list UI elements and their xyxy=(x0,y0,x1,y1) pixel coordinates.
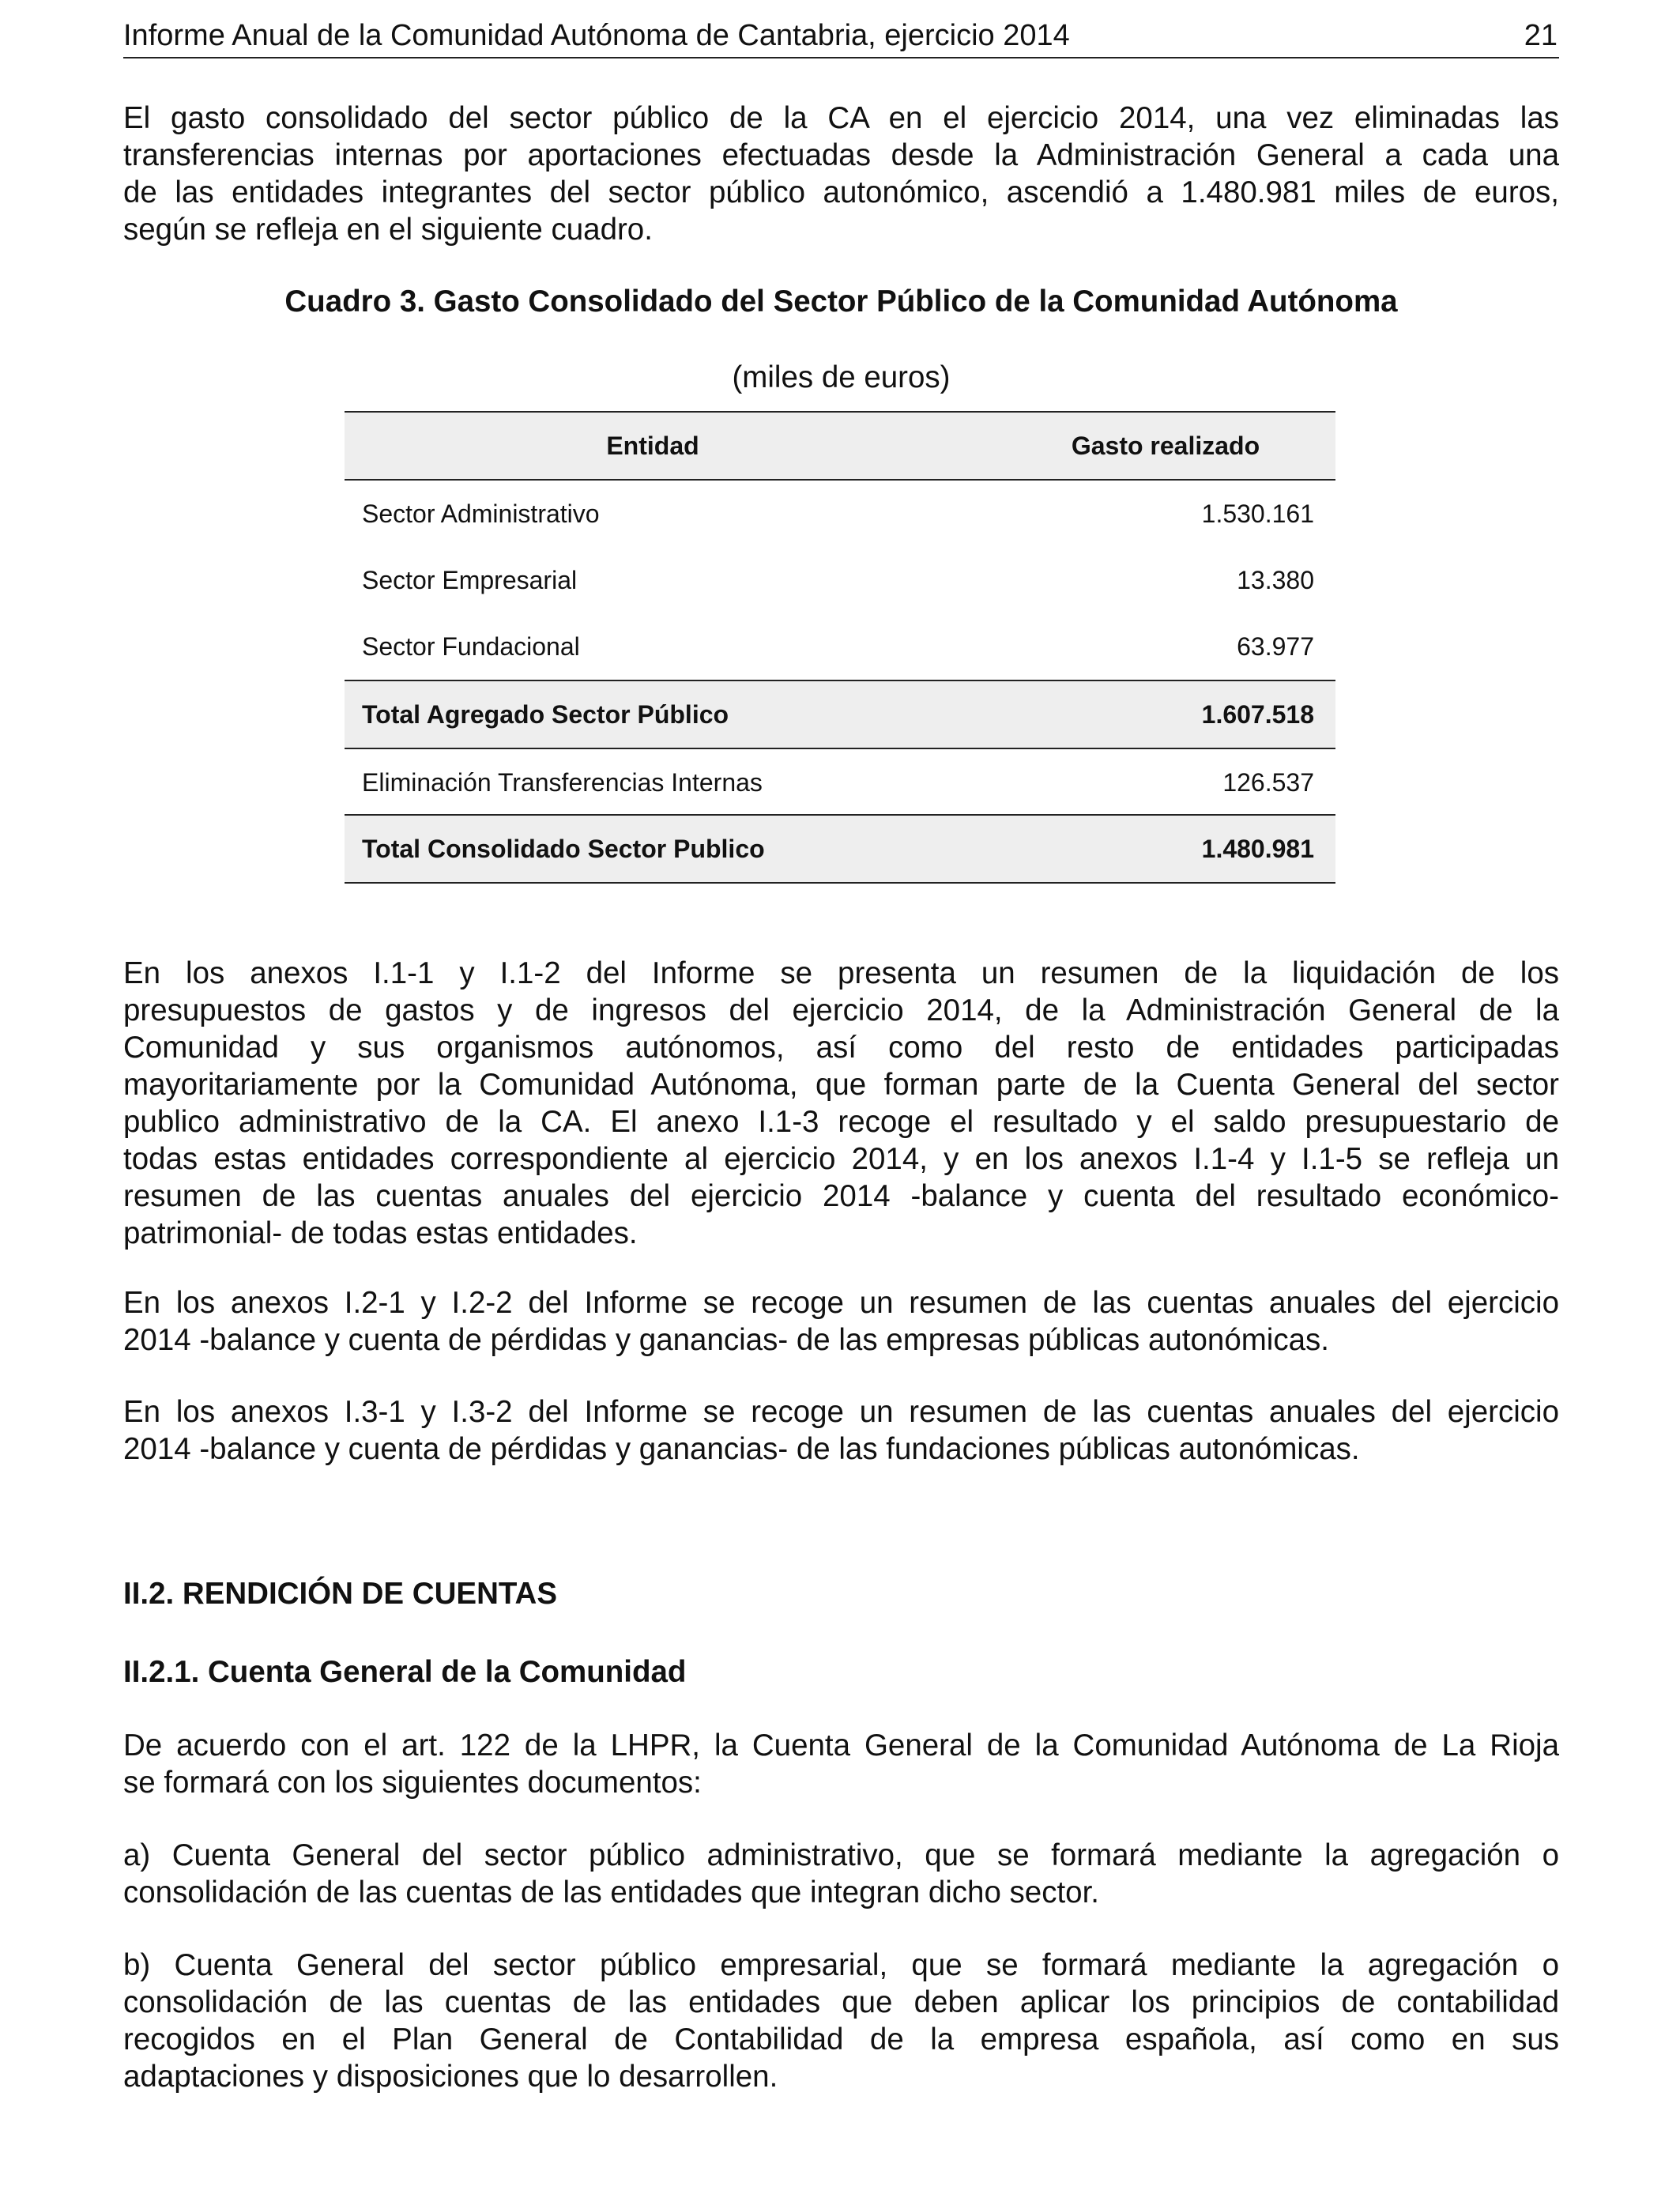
row-value: 63.977 xyxy=(1237,632,1314,661)
text-line: En los anexos I.2-1 y I.2-2 del Informe se recoge un resumen de las cuentas anuales del ejercicio xyxy=(123,1286,1559,1320)
row-value: 13.380 xyxy=(1237,566,1314,594)
running-header xyxy=(123,14,1559,58)
row-entity: Eliminación Transferencias Internas xyxy=(362,768,763,797)
text-line: 2014 -balance y cuenta de pérdidas y ganancias- de las empresas públicas autonómicas. xyxy=(123,1323,1329,1357)
subsection-heading: II.2.1. Cuenta General de la Comunidad xyxy=(123,1655,687,1689)
text-line: adaptaciones y disposiciones que lo desarrollen. xyxy=(123,2060,778,2094)
header-expense: Gasto realizado xyxy=(1071,432,1260,460)
row-value: 1.480.981 xyxy=(1201,835,1314,863)
text-line: El gasto consolidado del sector público de la CA en el ejercicio 2014, una vez eliminadas las xyxy=(123,101,1559,135)
text-line: publico administrativo de la CA. El anexo I.1-3 recoge el resultado y el saldo presupuestario de xyxy=(123,1105,1559,1139)
table-units: (miles de euros) xyxy=(732,360,951,394)
row-entity: Total Agregado Sector Público xyxy=(362,700,729,729)
section-heading: II.2. RENDICIÓN DE CUENTAS xyxy=(123,1577,558,1611)
row-value: 1.530.161 xyxy=(1201,499,1314,528)
text-line: consolidación de las cuentas de las entidades que deben aplicar los principios de contabilidad xyxy=(123,1985,1559,2019)
text-line: mayoritariamente por la Comunidad Autónoma, que forman parte de la Cuenta General del sector xyxy=(123,1068,1559,1102)
item-b-paragraph xyxy=(123,1947,1559,2095)
total-aggregate-row xyxy=(345,680,1335,749)
text-line: todas estas entidades correspondiente al ejercicio 2014, y en los anexos I.1-4 y I.1-5 se refleja un xyxy=(123,1142,1559,1176)
report-title: Informe Anual de la Comunidad Autónoma de Cantabria, ejercicio 2014 xyxy=(123,19,1070,52)
row-value: 1.607.518 xyxy=(1201,700,1314,729)
text-line: a) Cuenta General del sector público administrativo, que se formará mediante la agregación o xyxy=(123,1838,1559,1872)
text-line: según se refleja en el siguiente cuadro. xyxy=(123,213,653,247)
text-line: En los anexos I.3-1 y I.3-2 del Informe se recoge un resumen de las cuentas anuales del ejercicio xyxy=(123,1395,1559,1429)
text-line: resumen de las cuentas anuales del ejercicio 2014 -balance y cuenta del resultado económico- xyxy=(123,1179,1559,1213)
item-a-paragraph xyxy=(123,1837,1559,1911)
expense-table xyxy=(345,411,1335,884)
text-line: patrimonial- de todas estas entidades. xyxy=(123,1216,638,1250)
text-line: Comunidad y sus organismos autónomos, así como del resto de entidades participadas xyxy=(123,1031,1559,1065)
intro-paragraph xyxy=(123,100,1559,248)
page-number: 21 xyxy=(1524,19,1558,52)
law-paragraph xyxy=(123,1727,1559,1801)
row-value: 126.537 xyxy=(1222,768,1314,797)
elimination-row xyxy=(345,749,1335,814)
annex-paragraph-3 xyxy=(123,1393,1559,1468)
annex-paragraph-1 xyxy=(123,955,1559,1252)
table-row xyxy=(345,481,1335,547)
text-line: consolidación de las cuentas de las entidades que integran dicho sector. xyxy=(123,1875,1099,1909)
text-line: se formará con los siguientes documentos: xyxy=(123,1766,702,1800)
annex-paragraph-2 xyxy=(123,1284,1559,1359)
header-entity: Entidad xyxy=(606,432,699,460)
text-line: 2014 -balance y cuenta de pérdidas y ganancias- de las fundaciones públicas autonómicas. xyxy=(123,1432,1360,1466)
table-row xyxy=(345,547,1335,613)
text-line: De acuerdo con el art. 122 de la LHPR, la Cuenta General de la Comunidad Autónoma de La Rioja xyxy=(123,1728,1559,1762)
text-line: presupuestos de gastos y de ingresos del ejercicio 2014, de la Administración General de la xyxy=(123,993,1559,1027)
text-line: de las entidades integrantes del sector público autonómico, ascendió a 1.480.981 miles de euros, xyxy=(123,175,1559,209)
row-entity: Sector Fundacional xyxy=(362,632,580,661)
total-consolidated-row xyxy=(345,814,1335,884)
table-caption: Cuadro 3. Gasto Consolidado del Sector Público de la Comunidad Autónoma xyxy=(284,285,1398,319)
row-entity: Sector Empresarial xyxy=(362,566,578,594)
text-line: En los anexos I.1-1 y I.1-2 del Informe se presenta un resumen de la liquidación de los xyxy=(123,956,1559,990)
row-entity: Total Consolidado Sector Publico xyxy=(362,835,765,863)
table-header-row xyxy=(345,411,1335,481)
text-line: recogidos en el Plan General de Contabilidad de la empresa española, así como en sus xyxy=(123,2022,1559,2056)
table-row xyxy=(345,613,1335,680)
text-line: transferencias internas por aportaciones efectuadas desde la Administración General a cada una xyxy=(123,138,1559,172)
row-entity: Sector Administrativo xyxy=(362,499,600,528)
text-line: b) Cuenta General del sector público empresarial, que se formará mediante la agregación o xyxy=(123,1948,1559,1982)
